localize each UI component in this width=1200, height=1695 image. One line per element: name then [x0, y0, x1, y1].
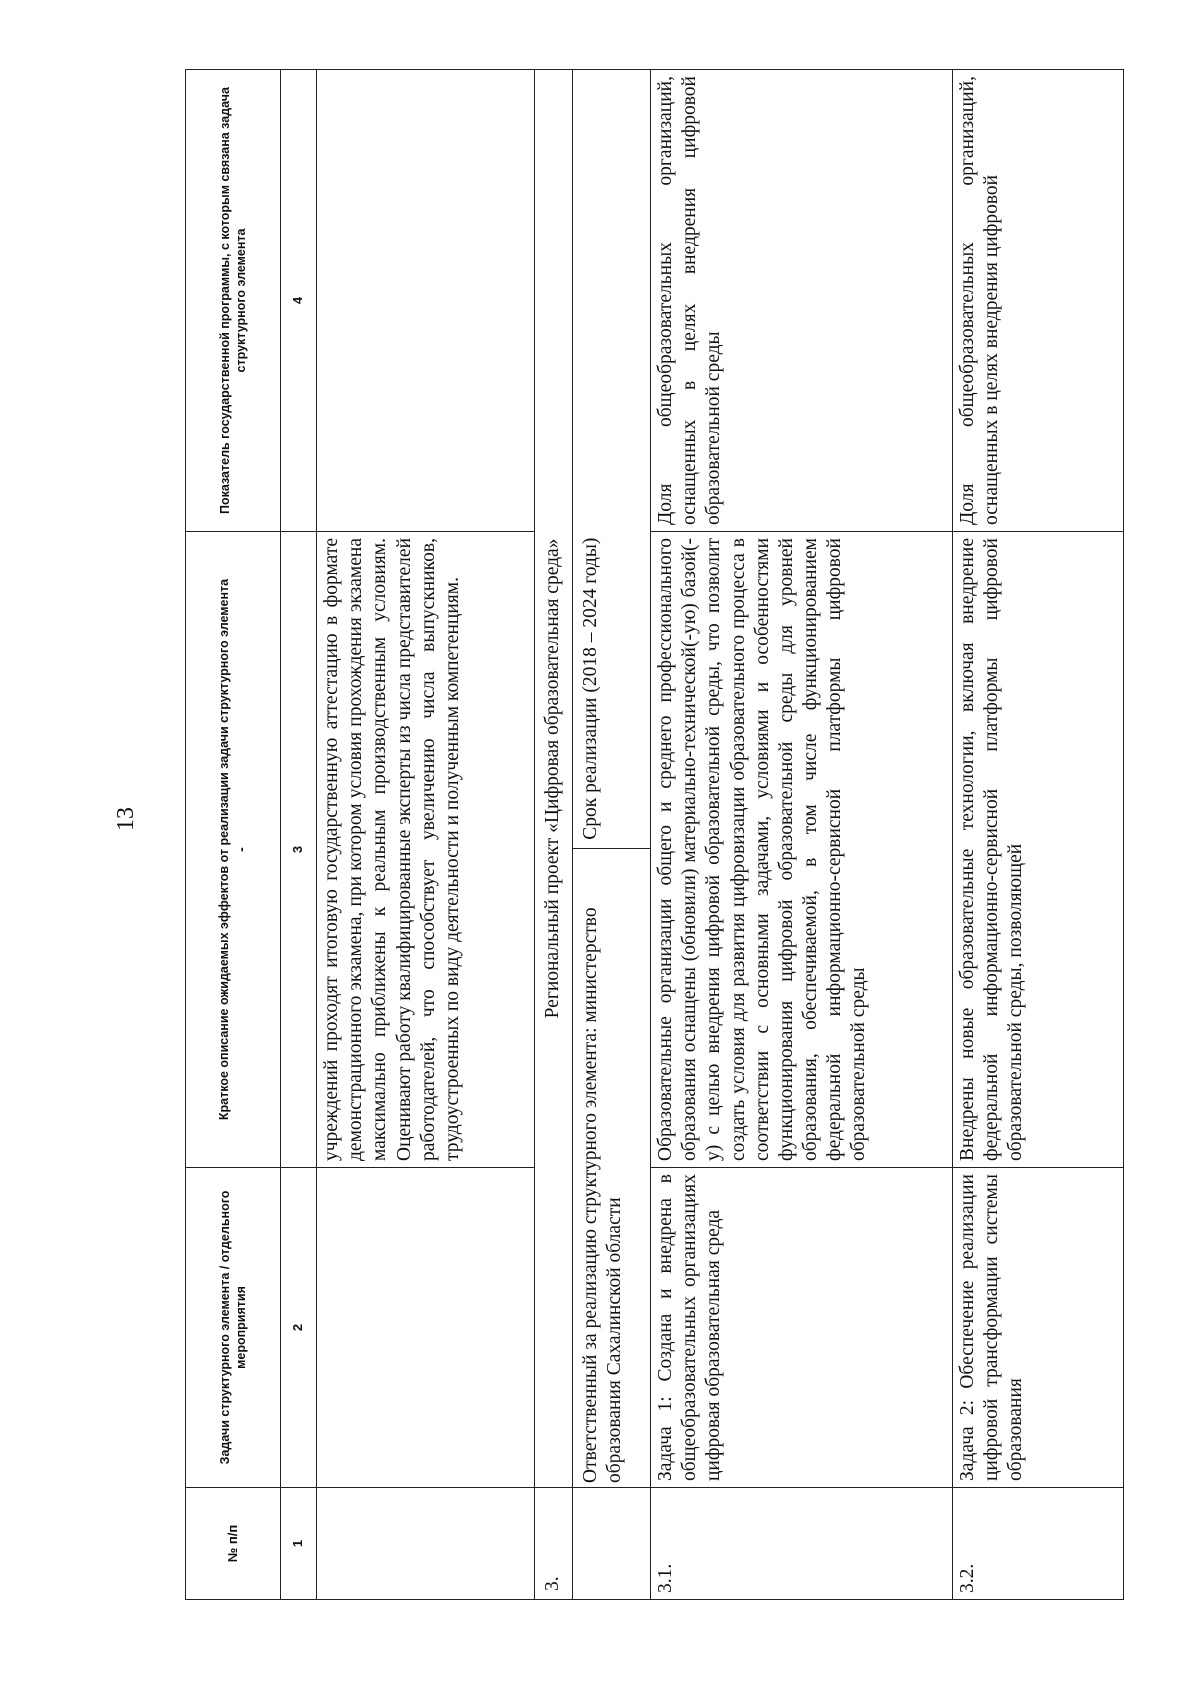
responsible-row	[573, 70, 651, 1600]
table-row	[651, 70, 953, 1600]
column-index-row	[281, 70, 317, 1600]
row-indicator: Доля общеобразовательных организаций, оснащенных в целях внедрения цифровой	[953, 70, 1124, 532]
header-effects	[186, 532, 281, 1168]
term-text: Срок реализации (2018 – 2024 годы)	[573, 70, 650, 848]
section-number: 3.	[535, 1488, 573, 1600]
program-table	[185, 69, 1124, 1600]
header-effects-text: Краткое описание ожидаемых эффектов от реализации задачи структурного элемента	[216, 578, 231, 1121]
column-index-2: 2	[281, 1168, 317, 1488]
responsible-number	[573, 1488, 651, 1600]
row-number: 3.1.	[651, 1488, 953, 1600]
header-row	[186, 70, 281, 1600]
responsible-inner	[573, 70, 650, 1487]
header-indicator: Показатель государственной программы, с которым связана задача структурного элемента	[186, 70, 281, 532]
section-title-row	[535, 70, 573, 1600]
row-task: Задача 1: Создана и внедрена в общеобразовательных организациях цифровая образовательная среда	[651, 1168, 953, 1488]
row-effect: Образовательные организации общего и среднего профессионального образования оснащены (обновили) материально-технической(-ую) базой(-у) с целью внедрения цифровой образовательной среды, что позволит создать условия для развития цифровизации образовательного процесса в соответствии с основными задачами, условиями и особенностями функционирования цифровой образовательной среды для уровней образования, обеспечиваемой, в том числе функционированием федеральной информационно-сервисной платформы цифровой образовательной среды	[651, 532, 953, 1168]
continuation-indicator	[317, 70, 535, 532]
row-indicator: Доля общеобразовательных организаций, оснащенных в целях внедрения цифровой образовательной среды	[651, 70, 953, 532]
section-title: Региональный проект «Цифровая образовательная среда»	[535, 70, 573, 1488]
page-number: 13	[113, 807, 139, 831]
column-index-3: 3	[281, 532, 317, 1168]
header-effects-dash: -	[233, 847, 250, 852]
row-effect: Внедрены новые образовательные технологии, включая внедрение федеральной информационно-сервисной платформы цифровой образовательной среды, позволяющей	[953, 532, 1124, 1168]
continuation-effect: учреждений проходят итоговую государственную аттестацию в формате демонстрационного экзамена, при котором условия прохождения экзамена максимально приближены к реальным производственным условиям. Оценивают работу квалифицированные эксперты из числа представителей работодателей, что способствует увеличению числа выпускников, трудоустроенных по виду деятельности и полученным компетенциям.	[317, 532, 535, 1168]
header-tasks: Задачи структурного элемента / отдельного мероприятия	[186, 1168, 281, 1488]
continuation-number	[317, 1488, 535, 1600]
continuation-task	[317, 1168, 535, 1488]
responsible-cell	[573, 70, 651, 1488]
row-task: Задача 2: Обеспечение реализации цифровой трансформации системы образования	[953, 1168, 1124, 1488]
continuation-row	[317, 70, 535, 1600]
rotated-table-container	[185, 70, 1123, 1600]
column-index-4: 4	[281, 70, 317, 532]
responsible-text: Ответственный за реализацию структурного элемента: министерство образования Сахалинской области	[580, 907, 626, 1483]
header-number: № п/п	[186, 1488, 281, 1600]
table-row	[953, 70, 1124, 1600]
column-index-1: 1	[281, 1488, 317, 1600]
row-number: 3.2.	[953, 1488, 1124, 1600]
